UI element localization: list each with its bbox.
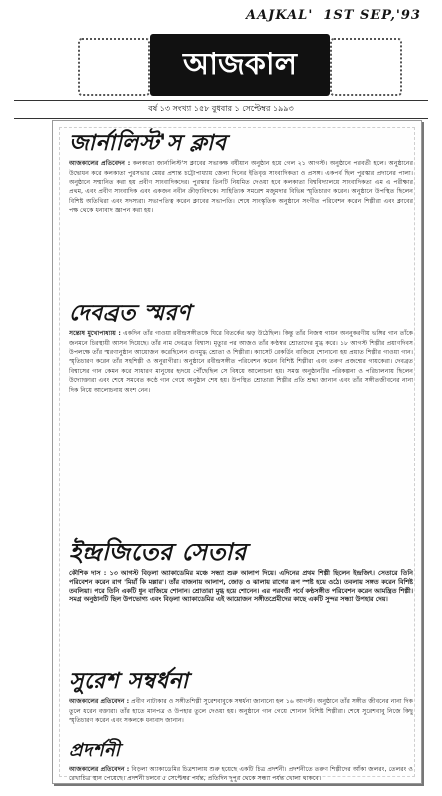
article-heading: দেবব্রত স্মরণ [69, 300, 191, 326]
article-body [69, 569, 413, 657]
clipping-date: 1ST SEP,'93 [323, 8, 421, 23]
article-clipping [52, 120, 422, 784]
newspaper-name: AAJKAL' [246, 8, 314, 23]
article-text: ১৩ আগস্ট বিড়লা অ্যাকাডেমির মঞ্চে সন্ধ্যা শুরু আলাপ দিয়ে। এদিনের প্রথম শিল্পী ছিলেন ইন্দ্রজিৎ। সেতারে তিনি পরিবেশন করেন রাগ 'মিয়াঁ কি মল্লার'। তাঁর বাজনায় আলাপ, জোড় ও ঝালায় রাগের রূপ স্পষ্ট হয়ে ওঠে। তবলায় সঙ্গত করেন বিশিষ্ট তবলিয়া। পরে তিনি একটি ধুন বাজিয়ে শোনান। শ্রোতারা মুগ্ধ হয়ে শোনেন। এর পরবর্তী পর্বে কণ্ঠসঙ্গীত পরিবেশন করেন আমন্ত্রিত শিল্পী। সমগ্র অনুষ্ঠানটি ছিল উপভোগ্য এবং বিড়লা অ্যাকাডেমির এই আয়োজন সঙ্গীতপ্রেমীদের কাছে একটি সুন্দর সন্ধ্যা উপহার দেয়। [69, 569, 413, 604]
newspaper-masthead: আজকাল [150, 34, 330, 96]
article-body [69, 159, 413, 299]
article-heading: প্রদর্শনী [69, 740, 121, 761]
article-text: বিড়লা অ্যাকাডেমির চিত্রশালায় শুরু হয়েছে একটি চিত্র প্রদর্শনী। প্রদর্শনীতে তরুণ শিল্পীদের আঁকা জলরং, তেলরং ও রেখাচিত্র স্থান পেয়েছে। প্রদর্শনী চলবে ৫ সেপ্টেম্বর পর্যন্ত, প্রতিদিন দুপুর থেকে সন্ধ্যা পর্যন্ত খোলা থাকবে। [69, 765, 413, 783]
clipping-label [246, 8, 436, 23]
article-heading: ইন্দ্রজিতের সেতার [69, 537, 247, 566]
article-text: একদিন তাঁর গাওয়া রবীন্দ্রসঙ্গীতকে ঘিরে বিতর্কের ঝড় উঠেছিল। কিন্তু তাঁর নিজস্ব গায়ন অননুকরণীয় ভঙ্গির গান তাঁকে জনমনে চিরস্থায়ী আসন দিয়েছে। তাঁর নাম দেবব্রত বিশ্বাস। মৃত্যুর পর আজও তাঁর কণ্ঠস্বর শ্রোতাদের মুগ্ধ করে। ১৮ আগস্ট শিল্পীর প্রয়াণদিবস উপলক্ষে তাঁর স্মরণানুষ্ঠান আয়োজন করেছিলেন গুণমুগ্ধ শ্রোতা ও শিল্পীরা। ক্যাসেট রেকর্ডিং বাজিয়ে শোনানো হয় প্রয়াত শিল্পীর গাওয়া গান। স্মৃতিচারণ করেন তাঁর সহশিল্পী ও অনুরাগীরা। অনুষ্ঠানে রবীন্দ্রসঙ্গীত পরিবেশন করেন বিশিষ্ট শিল্পীরা এবং তরুণ প্রজন্মের গায়কেরা। দেবব্রত বিশ্বাসের গান কেমন করে সাধারণ মানুষের হৃদয়ে পৌঁছেছিল সে বিষয়ে আলোচনা হয়। সমস্ত অনুষ্ঠানটির পরিকল্পনা ও পরিচালনায় ছিলেন উদ্যোক্তারা এবং শেষে সমবেত কণ্ঠে গান গেয়ে অনুষ্ঠান শেষ হয়। উপস্থিত শ্রোতারা শিল্পীর প্রতি শ্রদ্ধা জানান এবং তাঁর সঙ্গীতজীবনের নানা দিক নিয়ে আলোচনায় অংশ নেন। [69, 330, 413, 394]
article-lead: আজকালের প্রতিবেদন : [69, 765, 130, 773]
article-exhibition [69, 741, 413, 796]
article-lead: কৌশিক দাস : [69, 569, 107, 578]
article-lead: সন্তোষ মুখোপাধ্যায় : [69, 330, 121, 338]
article-journalists-club [69, 131, 413, 299]
article-indrajit-sitar [69, 539, 413, 657]
article-lead: আজকালের প্রতিবেদন : [69, 698, 130, 706]
article-debabrata-smaran [69, 301, 413, 539]
article-heading: জার্নালিস্ট'স ক্লাব [69, 130, 227, 156]
article-text: কলকাতা জার্নালিস্ট'স ক্লাবের সভাকক্ষ বর্ষীয়ান অনুষ্ঠান হয়ে গেল ২১ আগস্ট। অনুষ্ঠানে পরবর্তী হলে। অনুষ্ঠানের উদ্বোধন করে কলকাতা পুরসভার মেয়র প্রশান্ত চট্টোপাধ্যায় জেলা দিনের ইতিবৃত্ত সাংবাদিকতা ও প্রসঙ্গ। একপর্ব ছিল পুরস্কার প্রদানের পালা। অনুষ্ঠানে সম্মানিত করা হয় প্রবীণ সাংবাদিকদের। পুরস্কার তিনটি নিয়মিত দেওয়া হবে কলকাতা বিশ্ববিদ্যালয়ে সাংবাদিকতা এম এ পরীক্ষার প্রথম, এবং প্রবীণ সাংবাদিক এবং একজন নবীন ক্রীড়াবিদকে। সাহিত্যিক সমরেশ মজুমদার বিভিন্ন স্মৃতিচারণ করেন। অনুষ্ঠানে উপস্থিত ছিলেন বিশিষ্ট অতিথিরা এবং সদস্যরা। সভাপতিত্ব করেন ক্লাবের সভাপতি। শেষে সাংস্কৃতিক অনুষ্ঠানে সংগীত পরিবেশন করেন শিল্পীরা এবং ক্লাবের পক্ষ থেকে ধন্যবাদ জ্ঞাপন করা হয়। [69, 160, 413, 215]
article-lead: আজকালের প্রতিবেদন : [69, 160, 131, 168]
article-body [69, 765, 413, 796]
article-text: প্রবীণ নাট্যকার ও সঙ্গীতশিল্পী সুরেশবাবুকে সম্বর্ধনা জানানো হল ১৬ আগস্ট। অনুষ্ঠানে তাঁর সঙ্গীত জীবনের নানা দিক তুলে ধরেন বক্তারা। তাঁর হাতে মানপত্র ও উপহার তুলে দেওয়া হয়। অনুষ্ঠানে গান গেয়ে শোনান বিশিষ্ট শিল্পীরা। শেষে সুরেশবাবু নিজে কিছু স্মৃতিচারণ করেন এবং সকলকে ধন্যবাদ জানান। [69, 698, 413, 724]
article-heading: সুরেশ সম্বর্ধনা [69, 668, 189, 694]
masthead-dateline: বর্ষ ১৩ সংখ্যা ১৫৮ বুধবার ১ সেপ্টেম্বর ১৯৯৩ [14, 100, 428, 119]
article-body [69, 329, 413, 539]
